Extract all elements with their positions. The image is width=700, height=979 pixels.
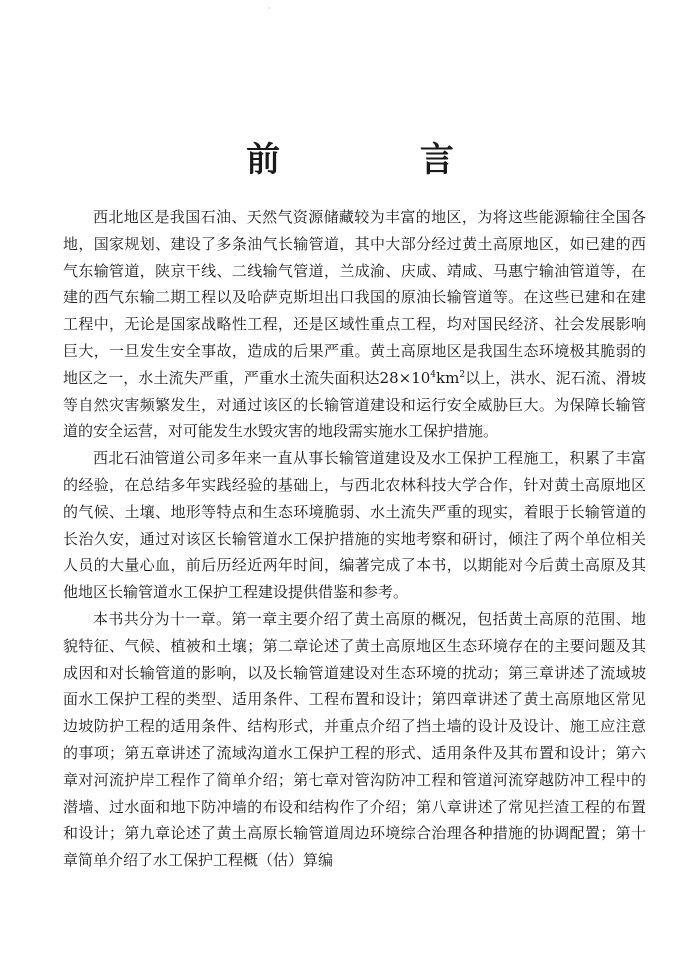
unit-km: km	[436, 368, 460, 387]
paragraph-3: 本书共分为十一章。第一章主要介绍了黄土高原的概况，包括黄土高原的范围、地貌特征、气候、植被和土壤；第二章论述了黄土高原地区生态环境存在的主要问题及其成因和对长输管道的影响，以及长输管道建设对生态环境的扰动；第三章讲述了流域坡面水工保护工程的类型、适用条件、工程布置和设计；第四章讲述了黄土高原地区常见边坡防护工程的适用条件、结构形式，并重点介绍了挡土墙的设计及设计、施工应注意的事项；第五章讲述了流域沟道水工保护工程的形式、适用条件及其布置和设计；第六章对河流护岸工程作了简单介绍；第七章对管沟防冲工程和管道河流穿越防冲工程中的潜墙、过水面和地下防冲墙的布设和结构作了介绍；第八章讲述了常见拦渣工程的布置和设计；第九章论述了黄土高原长输管道周边环境综合治理各种措施的协调配置；第十章简单介绍了水工保护工程概（估）算编	[63, 609, 646, 870]
exponent-4: 4	[430, 369, 437, 380]
exponent-2: 2	[459, 369, 466, 380]
paragraph-2: 西北石油管道公司多年来一直从事长输管道建设及水工保护工程施工，积累了丰富的经验，在总结多年实践经验的基础上，与西北农林科技大学合作，针对黄土高原地区的气候、土壤、地形等特点和生态环境脆弱、水土流失严重的现实，着眼于长输管道的长治久安，通过对该区长输管道水工保护措施的实地考察和研讨，倾注了两个单位相关人员的大量心血，前后历经近两年时间，编著完成了本书，以期能对今后黄土高原及其他地区长输管道水工保护工程建设提供借鉴和参考。	[63, 449, 646, 602]
paragraph-1-text-b: 以上，洪水、泥石流、滑坡等自然灾害频繁发生，对通过该区的长输管道建设和运行安全威胁巨大。为保障长输管道的安全运营，对可能发生水毁灾害的地段需实施水工保护措施。	[63, 368, 646, 441]
page-top-mark: ·	[268, 4, 271, 13]
preface-body	[63, 204, 646, 874]
paragraph-1-text-a: 西北地区是我国石油、天然气资源储藏较为丰富的地区，为将这些能源输往全国各地，国家规划、建设了多条油气长输管道，其中大部分经过黄土高原地区，如已建的西气东输管道，陕京干线、二线输气管道，兰成渝、庆咸、靖咸、马惠宁输油管道等，在建的西气东输二期工程以及哈萨克斯坦出口我国的原油长输管道等。在这些已建和在建工程中，无论是国家战略性工程，还是区域性重点工程，均对国民经济、社会发展影响巨大，一旦发生安全事故，造成的后果严重。黄土高原地区是我国生态环境极其脆弱的地区之一，水土流失严重，严重水土流失面积达28×10	[63, 208, 646, 387]
page-title: 前 言	[246, 140, 518, 180]
paragraph-1	[63, 204, 646, 445]
